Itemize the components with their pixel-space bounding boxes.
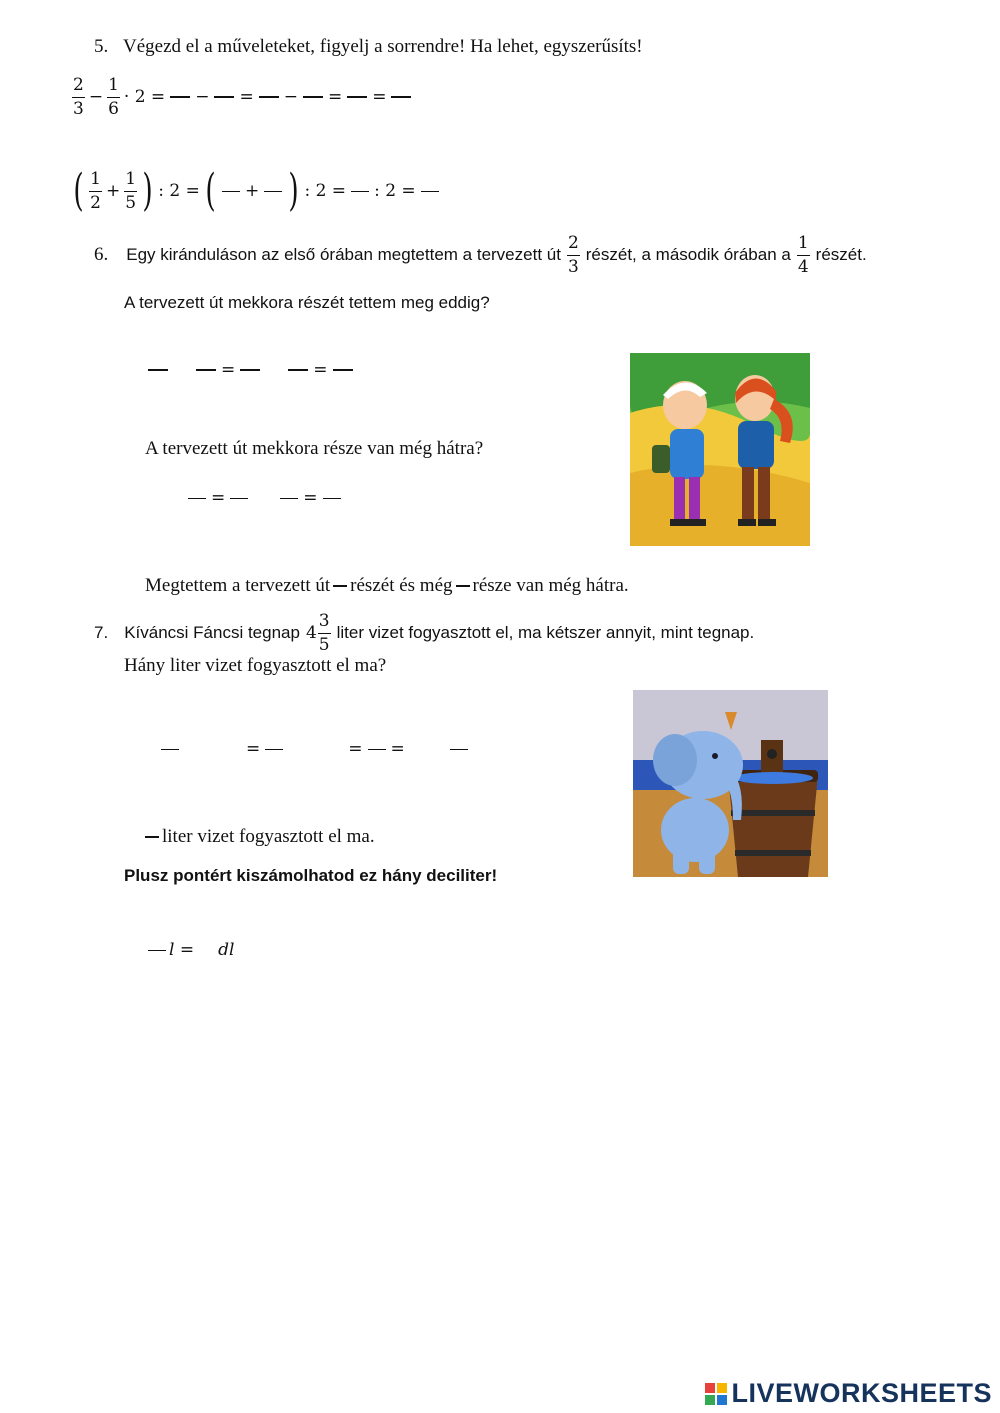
answer-blank[interactable] xyxy=(421,191,439,192)
answer-blank[interactable] xyxy=(456,585,470,587)
fraction-two-thirds: $\frac{2}{3}$ xyxy=(567,232,579,277)
answer-blank[interactable] xyxy=(333,585,347,587)
elephant-bucket-picture xyxy=(633,690,828,877)
bonus-instruction: Plusz pontért kiszámolhatod ez hány deciliter! xyxy=(124,866,498,885)
answer-blank[interactable] xyxy=(351,191,369,192)
exercise-7-number: 7. xyxy=(94,623,109,642)
answer-blank[interactable] xyxy=(391,96,411,98)
answer-blank[interactable] xyxy=(259,96,279,98)
answer-blank[interactable] xyxy=(170,96,190,98)
exercise-6-answer-line-1: = = xyxy=(145,360,356,380)
deciliter-conversion-line: l = dl xyxy=(145,940,234,960)
logo-square xyxy=(705,1383,715,1393)
logo-square xyxy=(717,1395,727,1405)
answer-blank[interactable] xyxy=(368,749,386,750)
answer-blank[interactable] xyxy=(230,498,248,499)
fraction-three-fifths: $\frac{3}{5}$ xyxy=(318,610,330,655)
exercise-6-answer-line-2: = = xyxy=(185,488,344,508)
exercise-6-heading: 6. Egy kiránduláson az első órában megtettem a tervezett út $\frac{2}{3}$ részét, a második órában a $\frac{1}{4}$ részét. xyxy=(94,232,867,277)
answer-blank[interactable] xyxy=(264,191,282,192)
answer-blank[interactable] xyxy=(161,749,179,750)
answer-blank[interactable] xyxy=(265,749,283,750)
answer-blank[interactable] xyxy=(347,96,367,98)
children-illustration xyxy=(630,353,810,546)
answer-blank[interactable] xyxy=(240,369,260,371)
fraction-one-half: $\frac{1}{2}$ xyxy=(90,168,101,213)
fraction-one-sixth: $\frac{1}{6}$ xyxy=(108,74,119,119)
exercise-6-number: 6. xyxy=(94,244,109,265)
liveworksheets-logo xyxy=(705,1378,992,1409)
answer-blank[interactable] xyxy=(196,369,216,371)
answer-blank[interactable] xyxy=(303,96,323,98)
exercise-5-instruction: Végezd el a műveleteket, figyelj a sorrendre! Ha lehet, egyszerűsíts! xyxy=(123,36,643,57)
exercise-7-question: Hány liter vizet fogyasztott el ma? xyxy=(124,655,387,676)
logo-square xyxy=(717,1383,727,1393)
exercise-6-question-2: A tervezett út mekkora része van még hátra? xyxy=(145,438,484,459)
exercise-5-heading xyxy=(94,36,643,58)
logo-text: LIVEWORKSHEETS xyxy=(731,1378,992,1408)
exercise-5-line-2: ( $\frac{1}{2}$ + $\frac{1}{5}$ ) : 2 = ( + ) : 2 = : 2 = xyxy=(70,165,442,217)
fraction-one-quarter: $\frac{1}{4}$ xyxy=(797,232,809,277)
answer-blank[interactable] xyxy=(214,96,234,98)
exercise-5-number: 5. xyxy=(94,36,109,57)
answer-blank[interactable] xyxy=(280,498,298,499)
fraction-one-fifth: $\frac{1}{5}$ xyxy=(125,168,137,213)
mixed-number-whole: 4 xyxy=(305,623,317,643)
exercise-7-answer-line: = = = xyxy=(158,739,471,759)
logo-squares-icon xyxy=(705,1383,727,1405)
answer-blank[interactable] xyxy=(145,836,159,838)
exercise-7-answer-sentence: liter vizet fogyasztott el ma. xyxy=(145,826,375,848)
answer-blank[interactable] xyxy=(323,498,341,499)
logo-square xyxy=(705,1395,715,1405)
answer-blank[interactable] xyxy=(450,749,468,750)
fraction-two-thirds: $\frac{2}{3}$ xyxy=(73,74,84,119)
exercise-7-heading: 7. Kíváncsi Fáncsi tegnap 4 $\frac{3}{5}$ liter vizet fogyasztott el, ma kétszer annyit, mint tegnap. xyxy=(94,610,755,655)
answer-blank[interactable] xyxy=(222,191,240,192)
elephant-illustration xyxy=(633,690,828,877)
answer-blank[interactable] xyxy=(188,498,206,499)
exercise-6-question-1: A tervezett út mekkora részét tettem meg eddig? xyxy=(124,293,490,312)
answer-blank[interactable] xyxy=(333,369,353,371)
answer-blank[interactable] xyxy=(148,369,168,371)
exercise-6-answer-sentence: Megtettem a tervezett út részét és még része van még hátra. xyxy=(145,575,629,596)
cartoon-children-picture xyxy=(630,353,810,546)
answer-blank[interactable] xyxy=(288,369,308,371)
exercise-5-line-1: $\frac{2}{3}$ − $\frac{1}{6}$ · 2 = − = − = = xyxy=(70,72,414,122)
answer-blank[interactable] xyxy=(148,950,166,951)
